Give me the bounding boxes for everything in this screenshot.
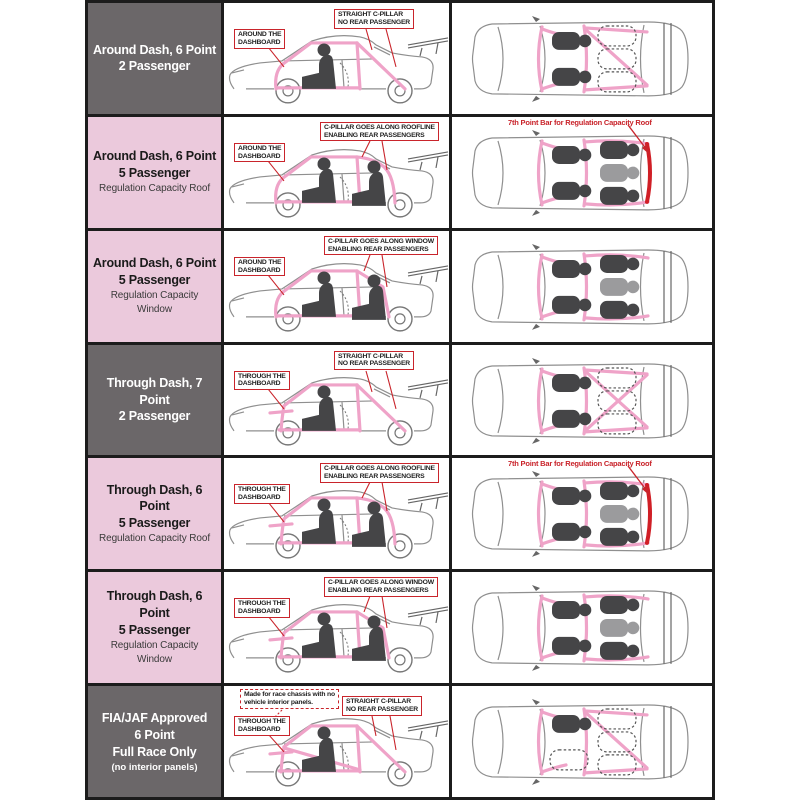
config-subtitle: Regulation Capacity Roof: [99, 183, 210, 195]
config-subtitle: Regulation Capacity Roof: [99, 533, 210, 545]
config-title: Through Dash, 6 Point: [106, 589, 203, 621]
side-view-cell: [224, 572, 449, 683]
c-pillar-callout: STRAIGHT C-PILLAR NO REAR PASSENGER: [334, 9, 414, 29]
config-title: Full Race Only: [112, 744, 197, 759]
config-title: Through Dash, 7 Point: [106, 375, 203, 407]
config-label-fia-jaf-6pt-full-race: [88, 686, 221, 797]
config-title: Around Dash, 6 Point: [92, 256, 217, 271]
side-view-cell: [224, 231, 449, 342]
top-view-cell: [452, 345, 712, 456]
dashboard-callout: AROUND THE DASHBOARD: [234, 143, 285, 163]
top-view-cell: [452, 231, 712, 342]
dashboard-callout: THROUGH THE DASHBOARD: [234, 371, 290, 391]
config-title: 2 Passenger: [118, 59, 191, 74]
dashboard-callout: AROUND THE DASHBOARD: [234, 29, 285, 49]
config-title: Around Dash, 6 Point: [92, 42, 217, 57]
car-top-view-illustration: [452, 458, 712, 569]
side-view-cell: [224, 117, 449, 228]
config-label-around-dash-6pt-5pass-window: [88, 231, 221, 342]
side-view-cell: [224, 458, 449, 569]
config-title: 5 Passenger: [118, 623, 191, 638]
config-title: 6 Point: [134, 727, 175, 742]
config-title: FIA/JAF Approved: [101, 710, 208, 725]
top-view-cell: [452, 458, 712, 569]
config-label-through-dash-6pt-5pass-roof: [88, 458, 221, 569]
car-top-view-illustration: [452, 117, 712, 228]
c-pillar-callout: C-PILLAR GOES ALONG ROOFLINE ENABLING REAR PASSENGERS: [320, 463, 439, 483]
c-pillar-callout: C-PILLAR GOES ALONG WINDOW ENABLING REAR PASSENGERS: [324, 236, 438, 256]
config-title: Around Dash, 6 Point: [92, 149, 217, 164]
config-title: 2 Passenger: [118, 409, 191, 424]
c-pillar-callout: C-PILLAR GOES ALONG WINDOW ENABLING REAR PASSENGERS: [324, 577, 438, 597]
race-chassis-note: Made for race chassis with no vehicle interior panels.: [240, 689, 339, 709]
config-subtitle: Regulation Capacity Window: [110, 290, 199, 315]
top-view-cell: [452, 572, 712, 683]
config-title: 5 Passenger: [118, 166, 191, 181]
dashboard-callout: THROUGH THE DASHBOARD: [234, 598, 290, 618]
config-title: Through Dash, 6 Point: [106, 482, 203, 514]
config-label-through-dash-6pt-5pass-window: [88, 572, 221, 683]
config-title: 5 Passenger: [118, 516, 191, 531]
config-subtitle: Regulation Capacity Window: [110, 640, 199, 666]
top-view-cell: [452, 3, 712, 114]
config-subtitle: (no interior panels): [111, 762, 198, 774]
side-view-cell: [224, 345, 449, 456]
c-pillar-callout: STRAIGHT C-PILLAR NO REAR PASSENGER: [342, 696, 422, 716]
c-pillar-callout: C-PILLAR GOES ALONG ROOFLINE ENABLING REAR PASSENGERS: [320, 122, 439, 142]
dashboard-callout: THROUGH THE DASHBOARD: [234, 484, 290, 504]
c-pillar-callout: STRAIGHT C-PILLAR NO REAR PASSENGER: [334, 351, 414, 371]
car-top-view-illustration: [452, 572, 712, 683]
side-view-cell: [224, 686, 449, 797]
top-view-cell: [452, 686, 712, 797]
config-title: 5 Passenger: [118, 273, 191, 288]
seventh-point-bar-label: 7th Point Bar for Regulation Capacity Roof: [508, 117, 652, 127]
config-label-around-dash-6pt-5pass-roof: [88, 117, 221, 228]
side-view-cell: [224, 3, 449, 114]
top-view-cell: [452, 117, 712, 228]
car-top-view-illustration: [452, 231, 712, 342]
car-top-view-illustration: [452, 686, 712, 797]
car-top-view-illustration: [452, 3, 712, 114]
rollcage-comparison-table: [85, 0, 715, 800]
dashboard-callout: AROUND THE DASHBOARD: [234, 257, 285, 277]
seventh-point-bar-label: 7th Point Bar for Regulation Capacity Roof: [508, 459, 652, 469]
dashboard-callout: THROUGH THE DASHBOARD: [234, 716, 290, 736]
config-label-through-dash-7pt-2pass: [88, 345, 221, 456]
config-label-around-dash-6pt-2pass: [88, 3, 221, 114]
car-top-view-illustration: [452, 345, 712, 456]
